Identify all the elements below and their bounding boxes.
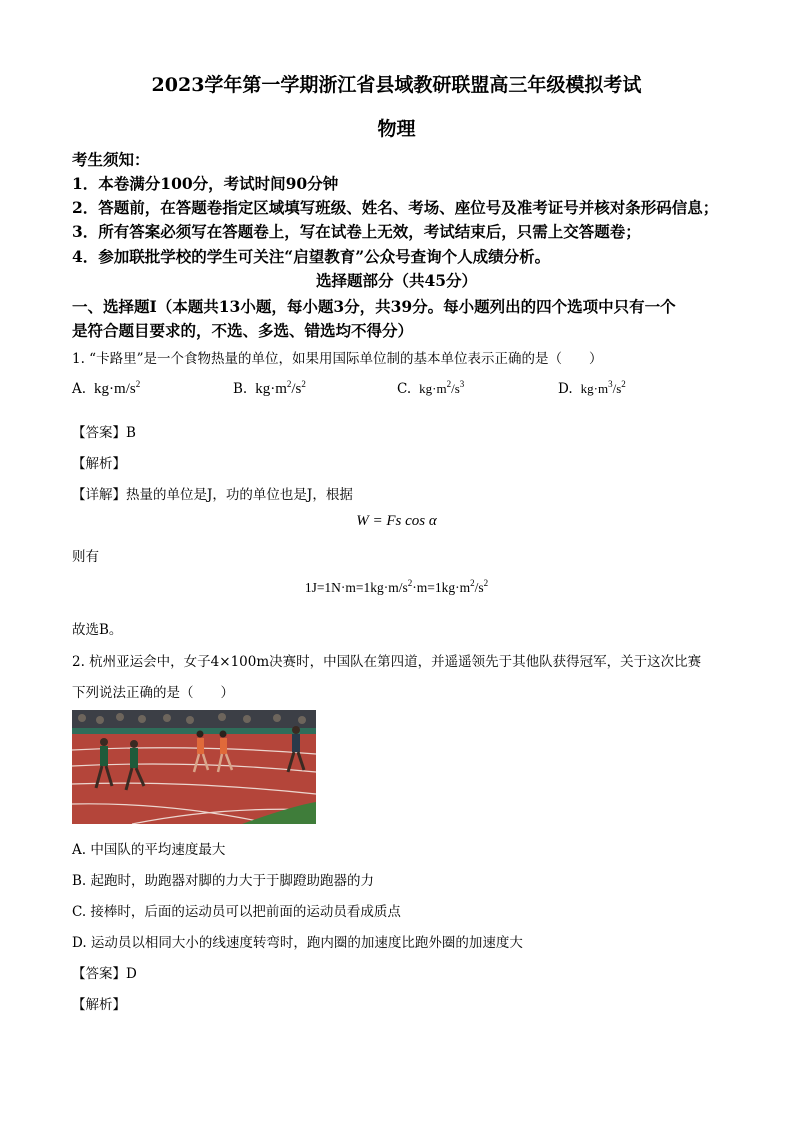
notice-item-3: 3．所有答案必须写在答题卷上，写在试卷上无效，考试结束后，只需上交答题卷； xyxy=(72,222,641,241)
notice-item-4: 4．参加联批学校的学生可关注“启望教育”公众号查询个人成绩分析。 xyxy=(72,247,551,266)
q2-option-a: A. 中国队的平均速度最大 xyxy=(72,842,226,858)
q1-option-b: B. $kg\cdot m^2/s^2$ xyxy=(233,379,306,397)
q1-option-c: C. $kg\cdot m^2/s^3$ xyxy=(397,379,465,397)
q2-option-d: D. 运动员以相同大小的线速度转弯时，跑内圈的加速度比跑外圈的加速度大 xyxy=(72,935,523,951)
q1-stem: 1. “卡路里”是一个食物热量的单位，如果用国际单位制的基本单位表示正确的是（ ） xyxy=(72,351,603,367)
q2-option-b: B. 起跑时，助跑器对脚的力大于于脚蹬助跑器的力 xyxy=(72,873,375,889)
q1-answer: 【答案】B xyxy=(72,425,136,441)
q2-stem-line2: 下列说法正确的是（ ） xyxy=(72,685,234,701)
q2-answer: 【答案】D xyxy=(72,966,137,982)
q2-option-c: C. 接棒时，后面的运动员可以把前面的运动员看成质点 xyxy=(72,904,401,920)
q1-conclusion: 故选B。 xyxy=(72,622,123,638)
subject-title: 物理 xyxy=(377,118,416,140)
notice-item-2: 2．答题前，在答题卷指定区域填写班级、姓名、考场、座位号及准考证号并核对条形码信息； xyxy=(72,198,719,217)
exam-title: 2023学年第一学期浙江省县域教研联盟高三年级模拟考试 xyxy=(151,74,642,96)
q1-option-d: D. $kg\cdot m^3/s^2$ xyxy=(558,379,626,397)
relay-race-photo xyxy=(72,710,316,824)
section-part-title: 选择题部分（共45分） xyxy=(315,271,478,290)
q2-stem-line1: 2. 杭州亚运会中，女子4×100m决赛时，中国队在第四道，并遥遥领先于其他队获得冠军，关于这次比赛 xyxy=(72,654,702,670)
notice-heading: 考生须知： xyxy=(72,150,150,169)
q1-analysis: 【解析】 xyxy=(72,456,126,472)
notice-item-1: 1．本卷满分100分，考试时间90分钟 xyxy=(72,174,339,193)
formula-work: W = Fs cos α xyxy=(356,513,437,529)
q1-detail: 【详解】热量的单位是J，功的单位也是J，根据 xyxy=(72,487,353,503)
q2-analysis: 【解析】 xyxy=(72,997,126,1013)
section-heading-line1: 一、选择题Ⅰ（本题共13小题，每小题3分，共39分。每小题列出的四个选项中只有一个 xyxy=(72,297,676,316)
q1-then: 则有 xyxy=(72,549,99,565)
q1-option-a: A. $kg\cdot m/s^2$ xyxy=(72,379,141,397)
formula-joule: $1J=1N\cdot m=1kg\cdot m/s^2\cdot m=1kg\cdot m^2/s^2$ xyxy=(304,578,489,595)
section-heading-line2: 是符合题目要求的，不选、多选、错选均不得分） xyxy=(72,321,414,340)
relay-race-illustration xyxy=(72,710,316,824)
